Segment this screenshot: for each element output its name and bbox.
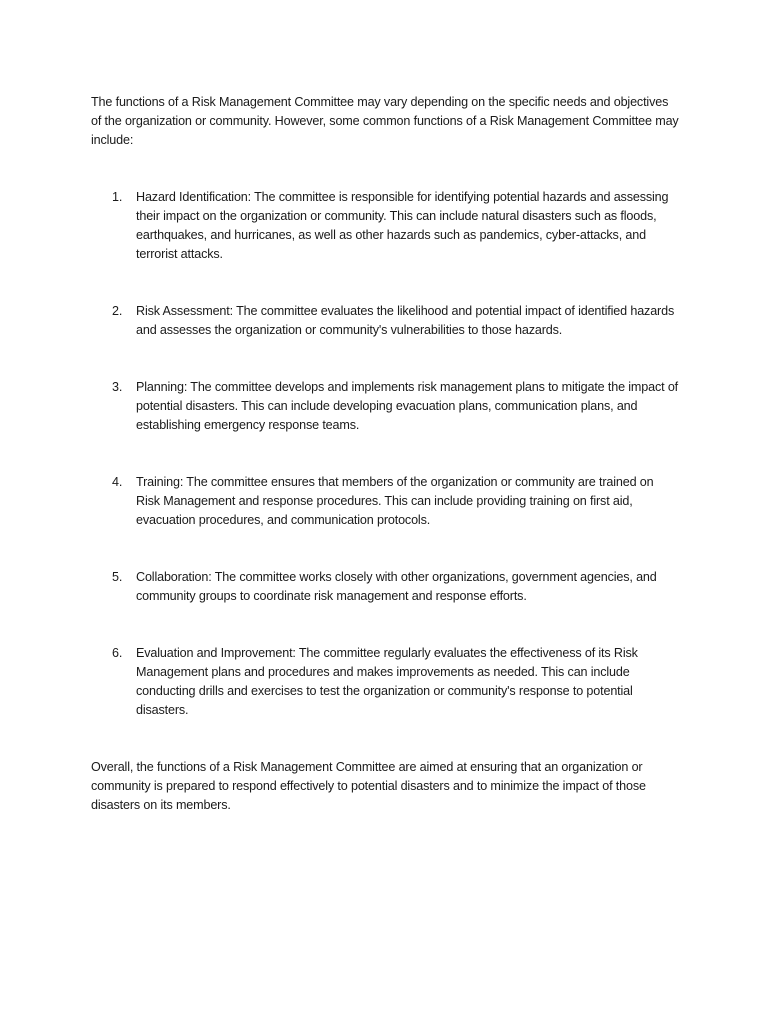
document-body xyxy=(91,93,679,815)
list-item xyxy=(91,568,679,606)
list-item-text: Training: The committee ensures that members of the organization or community are trained on Risk Management and response procedures. This can include providing training on first aid, evacuation procedures, and communication protocols. xyxy=(136,475,654,527)
list-item-text: Collaboration: The committee works closely with other organizations, government agencies, and community groups to coordinate risk management and response efforts. xyxy=(136,570,657,603)
functions-list xyxy=(91,188,679,720)
list-item xyxy=(91,378,679,435)
list-item-text: Planning: The committee develops and implements risk management plans to mitigate the impact of potential disasters. This can include developing evacuation plans, communication plans, and establishing emergency response teams. xyxy=(136,380,679,432)
list-item-number: 6. xyxy=(112,646,123,660)
list-item xyxy=(91,188,679,264)
list-item-number: 2. xyxy=(112,304,123,318)
list-item-text: Risk Assessment: The committee evaluates the likelihood and potential impact of identified hazards and assesses the organization or community's vulnerabilities to those hazards. xyxy=(136,304,675,337)
list-item-number: 5. xyxy=(112,570,123,584)
list-item xyxy=(91,302,679,340)
conclusion-paragraph: Overall, the functions of a Risk Management Committee are aimed at ensuring that an organization or community is prepared to respond effectively to potential disasters and to minimize the impact of those disasters on its members. xyxy=(91,760,646,812)
list-item-text: Hazard Identification: The committee is responsible for identifying potential hazards and assessing their impact on the organization or community. This can include natural disasters such as floods, earthquakes, and hurricanes, as well as other hazards such as pandemics, cyber-attacks, and terrorist attacks. xyxy=(136,190,669,261)
intro-paragraph: The functions of a Risk Management Committee may vary depending on the specific needs and objectives of the organization or community. However, some common functions of a Risk Management Committee may include: xyxy=(91,95,679,147)
list-item-number: 3. xyxy=(112,380,123,394)
list-item xyxy=(91,644,679,720)
list-item-text: Evaluation and Improvement: The committee regularly evaluates the effectiveness of its Risk Management plans and procedures and makes improvements as needed. This can include conducting drills and exercises to test the organization or community's response to potential disasters. xyxy=(136,646,638,717)
list-item-number: 4. xyxy=(112,475,123,489)
list-item-number: 1. xyxy=(112,190,123,204)
list-item xyxy=(91,473,679,530)
